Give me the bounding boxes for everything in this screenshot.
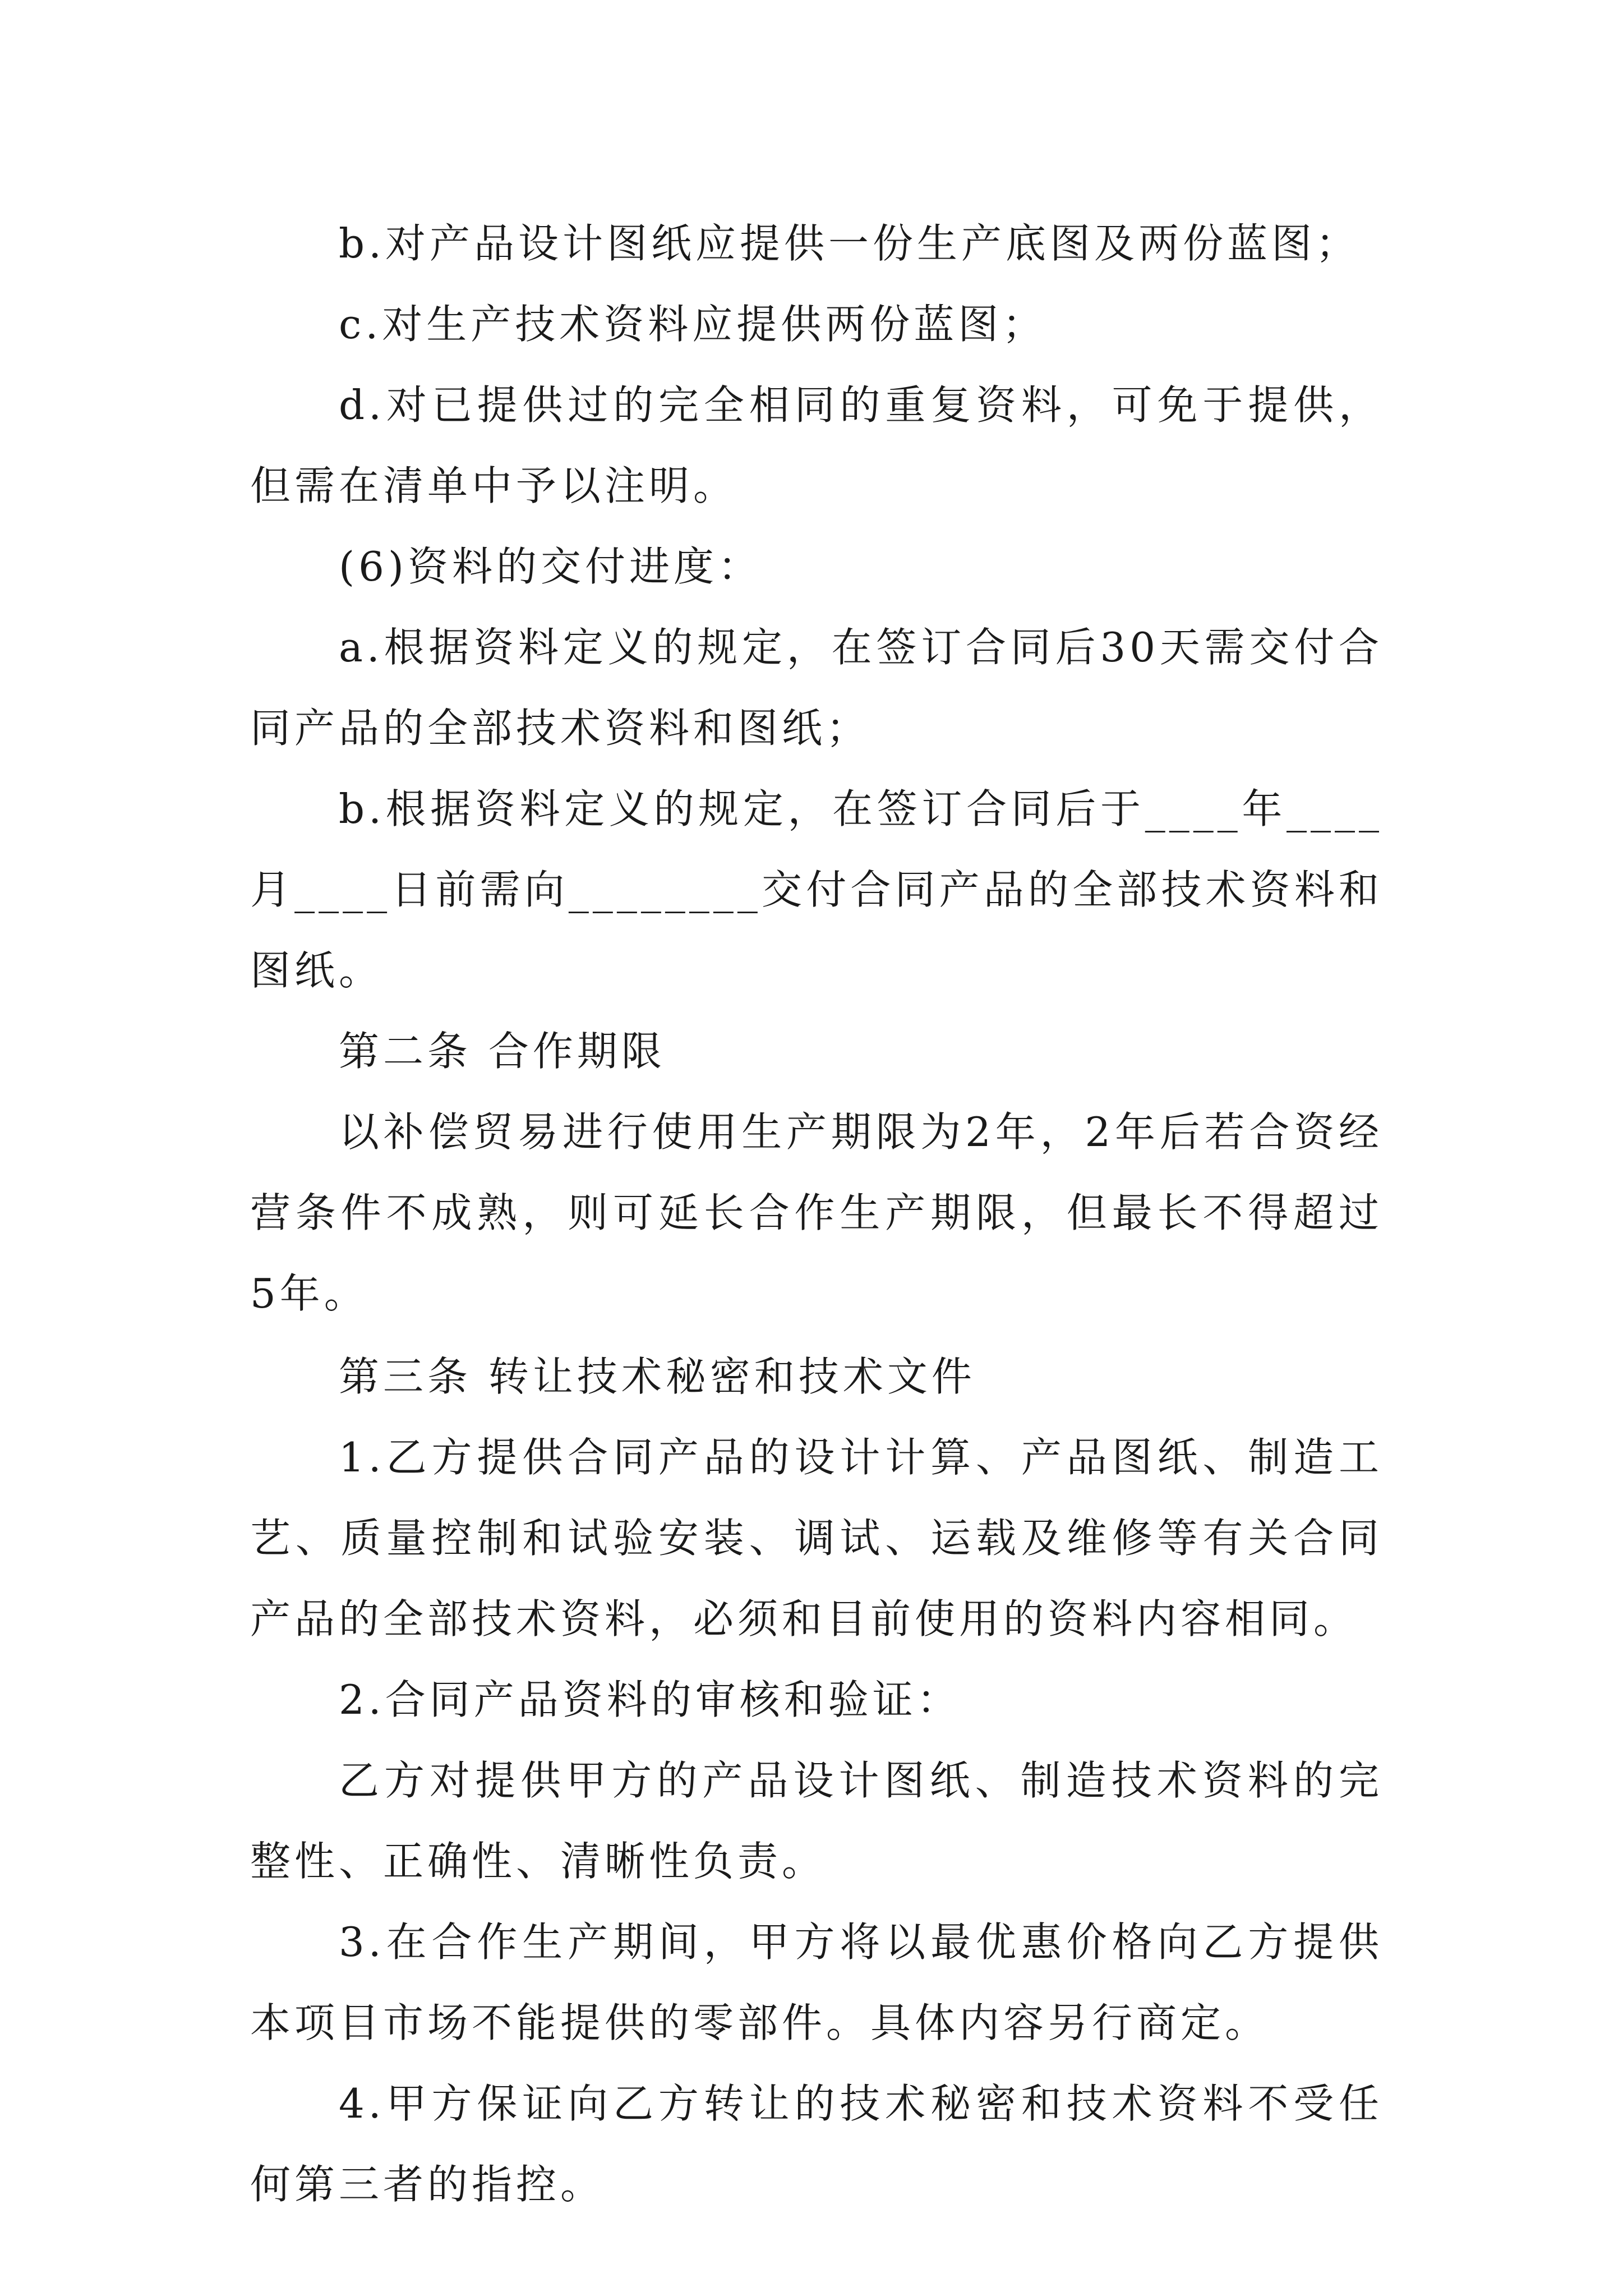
article-2-body: 以补偿贸易进行使用生产期限为2年，2年后若合资经营条件不成熟，则可延长合作生产期限，但最长不得超过5年。	[250, 1108, 1383, 1317]
paragraph-b-drawings: b.对产品设计图纸应提供一份生产底图及两份蓝图；	[339, 220, 1360, 267]
article-3-heading: 第三条 转让技术秘密和技术文件	[339, 1353, 976, 1400]
document-body	[250, 203, 1383, 2225]
article-3-item-1: 1.乙方提供合同产品的设计计算、产品图纸、制造工艺、质量控制和试验安装、调试、运载及维修等有关合同产品的全部技术资料，必须和目前使用的资料内容相同。	[250, 1434, 1383, 1642]
paragraph-d-duplicate-data: d.对已提供过的完全相同的重复资料，可免于提供，但需在清单中予以注明。	[250, 381, 1383, 509]
article-3-item-2: 2.合同产品资料的审核和验证：	[339, 1676, 961, 1723]
paragraph-c-technical-data: c.对生产技术资料应提供两份蓝图；	[339, 301, 1047, 348]
article-3-item-2-body: 乙方对提供甲方的产品设计图纸、制造技术资料的完整性、正确性、清晰性负责。	[250, 1757, 1383, 1885]
article-3-item-3: 3.在合作生产期间，甲方将以最优惠价格向乙方提供本项目市场不能提供的零部件。具体内容另行商定。	[250, 1918, 1383, 2046]
article-3-item-4: 4.甲方保证向乙方转让的技术秘密和技术资料不受任何第三者的指控。	[250, 2080, 1383, 2208]
paragraph-a-delivery-30-days: a.根据资料定义的规定，在签订合同后30天需交付合同产品的全部技术资料和图纸；	[250, 624, 1383, 752]
article-2-heading: 第二条 合作期限	[339, 1028, 666, 1075]
paragraph-b-delivery-date: b.根据资料定义的规定，在签订合同后于____年____月____日前需向________交付合同产品的全部技术资料和图纸。	[250, 785, 1383, 994]
paragraph-delivery-schedule-heading: (6)资料的交付进度：	[339, 543, 762, 590]
